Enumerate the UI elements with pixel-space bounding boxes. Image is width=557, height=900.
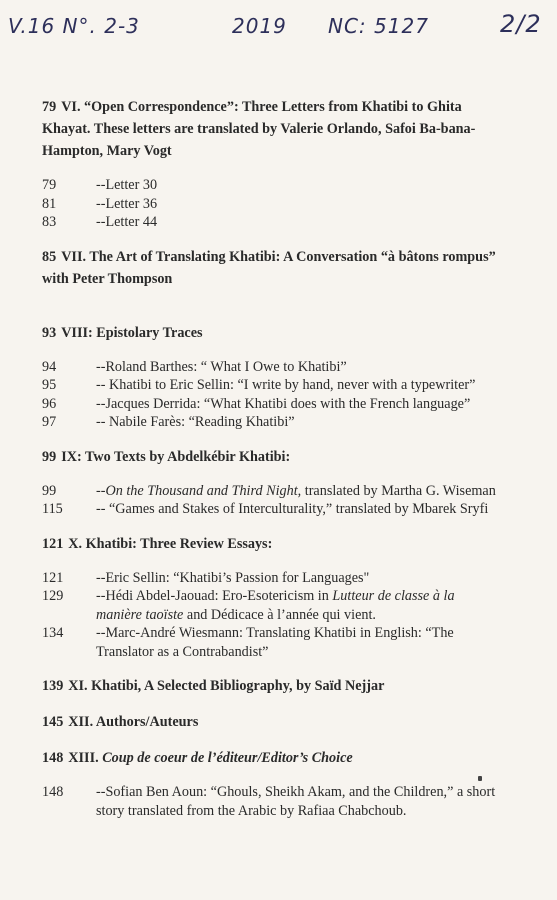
entry-text: -- Nabile Farès: “Reading Khatibi” <box>96 414 295 430</box>
toc-entry <box>42 413 502 432</box>
entry-page: 95 <box>42 377 57 393</box>
entry-text: --Sofian Ben Aoun: “Ghouls, Sheikh Akam, and the Children,” a short story translated from the Arabic by Rafiaa Chabchoub. <box>96 784 496 819</box>
toc-entry <box>42 358 502 377</box>
section-title: IX: Two Texts by Abdelkébir Khatibi: <box>61 448 291 465</box>
section-page: 145 <box>42 714 64 730</box>
entry-page: 83 <box>42 214 57 230</box>
entry-text: --Letter 44 <box>96 214 158 230</box>
toc-entry <box>42 195 502 214</box>
scan-speck <box>478 776 482 781</box>
entry-page: 81 <box>42 195 57 212</box>
entry-page: 115 <box>42 501 63 517</box>
section-title: X. Khatibi: Three Review Essays: <box>68 535 273 552</box>
section-page: 148 <box>42 750 64 766</box>
section-prefix: XIII. <box>68 750 103 766</box>
entry-page: 79 <box>42 177 57 193</box>
toc-entry <box>42 176 502 195</box>
entry-page: 99 <box>42 482 57 499</box>
table-of-contents <box>42 96 502 820</box>
toc-entry <box>42 569 502 588</box>
toc-section-xi <box>42 675 502 697</box>
handwritten-volume: V.16 N°. 2-3 <box>8 14 140 38</box>
toc-entry <box>42 783 502 820</box>
toc-entry <box>42 482 502 501</box>
toc-entry <box>42 376 502 395</box>
handwritten-page: 2/2 <box>500 10 542 38</box>
toc-section-x <box>42 533 502 555</box>
toc-entry <box>42 213 502 232</box>
entry-text: -- Khatibi to Eric Sellin: “I write by hand, never with a typewriter” <box>96 377 476 393</box>
section-title: XII. Authors/Auteurs <box>68 714 199 730</box>
entry-text: and Dédicace à l’année qui vient. <box>183 606 376 623</box>
toc-section-ix <box>42 446 502 468</box>
entry-italic-title: Lutteur de classe à la manière taoïste <box>96 588 455 623</box>
section-page: 121 <box>42 535 64 552</box>
handwritten-annotation <box>0 6 557 42</box>
toc-section-viii <box>42 322 502 344</box>
entry-text: translated by Martha G. Wiseman <box>301 482 496 499</box>
entry-text: --Letter 30 <box>96 177 158 193</box>
entry-text: --Letter 36 <box>96 195 158 212</box>
toc-section-vi <box>42 96 502 162</box>
toc-entry <box>42 500 502 519</box>
entry-page: 134 <box>42 625 64 641</box>
entry-page: 97 <box>42 414 57 430</box>
entry-page: 129 <box>42 588 64 604</box>
section-title: VI. “Open Correspondence”: Three Letters from Khatibi to Ghita Khayat. These letters are translated by Valerie Orlando, Safoi Ba-bana-Hampton, Mary Vogt <box>42 99 476 159</box>
section-title: VII. The Art of Translating Khatibi: A Conversation “à bâtons rompus” with Peter Thompson <box>42 248 496 287</box>
section-page: 99 <box>42 448 57 465</box>
entry-prefix: -- <box>96 482 106 499</box>
section-italic-title: Coup de coeur de l’éditeur/Editor’s Choice <box>102 750 353 766</box>
entry-text: --Marc-André Wiesmann: Translating Khatibi in English: “The Translator as a Contrabandist” <box>96 625 454 660</box>
toc-entry <box>42 395 502 414</box>
toc-section-xiii <box>42 747 502 769</box>
entry-page: 94 <box>42 358 57 375</box>
section-title: XI. Khatibi, A Selected Bibliography, by Saïd Nejjar <box>68 678 385 694</box>
entry-text: --Eric Sellin: “Khatibi’s Passion for Languages" <box>96 569 370 586</box>
entry-text: --Roland Barthes: “ What I Owe to Khatibi” <box>96 358 347 375</box>
entry-text: --Jacques Derrida: “What Khatibi does with the French language” <box>96 395 471 412</box>
entry-page: 96 <box>42 395 57 412</box>
section-page: 85 <box>42 248 57 265</box>
section-title: VIII: Epistolary Traces <box>61 324 203 341</box>
handwritten-year: 2019 <box>232 14 287 38</box>
entry-page: 121 <box>42 569 64 586</box>
toc-entry <box>42 587 502 624</box>
toc-entry <box>42 624 502 661</box>
handwritten-catalog: NC: 5127 <box>328 14 429 38</box>
entry-prefix: --Hédi Abdel-Jaouad: Ero-Esotericism in <box>96 588 333 604</box>
section-page: 79 <box>42 99 57 115</box>
entry-text: -- “Games and Stakes of Interculturality,” translated by Mbarek Sryfi <box>96 501 489 517</box>
toc-section-vii <box>42 246 502 290</box>
section-page: 93 <box>42 324 57 341</box>
section-page: 139 <box>42 678 64 694</box>
entry-italic-title: On the Thousand and Third Night, <box>105 482 302 499</box>
toc-section-xii <box>42 711 502 733</box>
entry-page: 148 <box>42 784 64 800</box>
